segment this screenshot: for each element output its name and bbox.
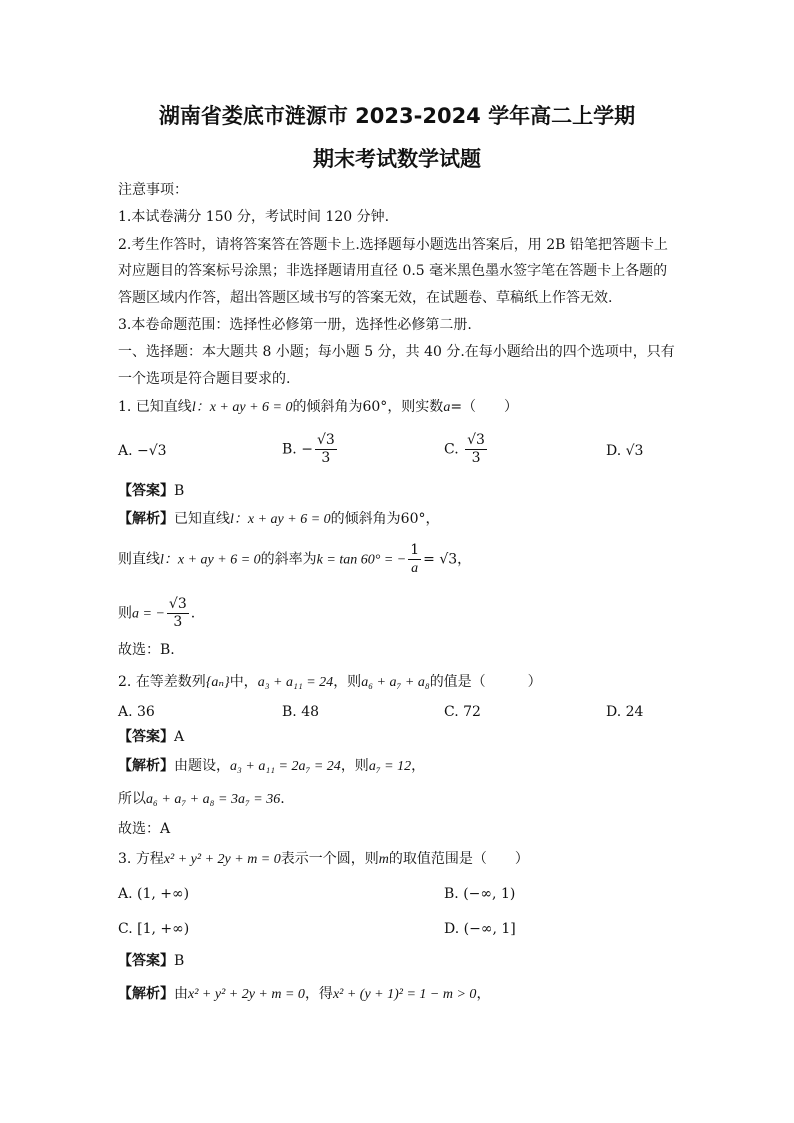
answer-tag: 【答案】 [118, 729, 174, 745]
expl-text: ， [425, 511, 440, 527]
expl-text: 的倾斜角为 [330, 511, 401, 527]
option-label: A. [118, 443, 133, 459]
stem-text: ，则 [333, 674, 362, 690]
option-label: B. [282, 441, 297, 458]
math-expression: a₃ + a₁₁ = 24 [257, 675, 334, 690]
explanation-2-line-1 [118, 757, 425, 776]
math-expression: a₃ + a₁₁ = 2a₇ = 24 [230, 759, 341, 774]
stem-text: ，则实数 [387, 399, 444, 415]
math-expression: a₆ + a₇ + a₈ [361, 675, 430, 690]
answer-value: B [174, 483, 185, 499]
section-heading-line-1: 一、选择题：本大题共 8 小题；每小题 5 分，共 40 分.在每小题给出的四个选项中，只有 [118, 344, 675, 360]
stem-text: 表示一个圆，则 [280, 851, 379, 867]
answer-value: B [174, 953, 185, 969]
answer-tag: 【答案】 [118, 483, 174, 499]
math-variable: m [378, 852, 389, 867]
choice-2: 故选：A [118, 821, 171, 837]
option-a: A. 36 [118, 704, 155, 720]
expl-text: . [280, 791, 285, 807]
stem-text: 的倾斜角为 [292, 399, 363, 415]
expl-text: 由 [174, 986, 188, 1002]
explanation-1-line-1 [118, 510, 440, 529]
math-expression: x² + y² + 2y + m = 0 [163, 852, 281, 867]
option-c [444, 432, 489, 467]
expl-text: ， [476, 986, 491, 1002]
question-2-stem [118, 673, 542, 692]
section-heading-line-2: 一个选项是符合题目要求的. [118, 371, 291, 387]
explanation-1-line-2 [118, 542, 471, 577]
explanation-tag: 【解析】 [118, 758, 174, 774]
option-b: B. (−∞, 1) [444, 886, 516, 902]
question-number: 2. [118, 674, 132, 690]
expl-text: ，得 [304, 986, 333, 1002]
fraction-denominator: 3 [471, 450, 481, 466]
option-value: −√3 [137, 443, 167, 459]
note-1: 1.本试卷满分 150 分，考试时间 120 分钟. [118, 209, 390, 225]
stem-text: 在等差数列 [135, 674, 206, 690]
expl-text: ，则 [340, 758, 369, 774]
option-sign: − [301, 441, 313, 458]
explanation-2-line-2 [118, 790, 285, 809]
stem-text: 的取值范围是（ ） [388, 851, 529, 867]
math-expression: k = tan 60° = − [316, 552, 407, 568]
choice-1: 故选：B. [118, 642, 175, 658]
answer-3 [118, 952, 184, 970]
note-2-line-3: 答题区域内作答，超出答题区域书写的答案无效，在试题卷、草稿纸上作答无效. [118, 290, 613, 306]
expl-text: 则 [118, 605, 132, 622]
math-variable: a [443, 400, 451, 415]
question-1-stem [118, 398, 518, 417]
title-line-2: 期末考试数学试题 [313, 147, 481, 171]
option-d: D. 24 [606, 704, 644, 720]
title-line-1: 湖南省娄底市涟源市 2023-2024 学年高二上学期 [158, 104, 636, 128]
option-b: B. 48 [282, 704, 320, 720]
option-d: D. (−∞, 1] [444, 921, 516, 937]
explanation-tag: 【解析】 [118, 511, 174, 527]
fraction-numerator: √3 [316, 432, 335, 448]
math-expression: 60° [362, 399, 388, 415]
math-expression: 60° [400, 511, 426, 527]
math-expression: l：x + ay + 6 = 0 [230, 512, 331, 527]
question-number: 3. [118, 851, 132, 867]
answer-1 [118, 482, 184, 500]
note-2-line-2: 对应题目的答案标号涂黑；非选择题请用直径 0.5 毫米黑色墨水签字笔在答题卡上各题的 [118, 263, 668, 279]
math-expression: = √3 [423, 551, 458, 568]
notes-heading: 注意事项： [118, 182, 188, 198]
stem-text: 的值是（ ） [429, 674, 542, 690]
expl-text: 的斜率为 [260, 551, 317, 568]
fraction [408, 542, 421, 577]
option-c: C. [1, +∞) [118, 921, 190, 937]
answer-value: A [174, 729, 185, 745]
option-value: √3 [625, 443, 644, 459]
fraction-numerator: 1 [410, 542, 420, 558]
option-d [606, 442, 643, 460]
expl-text: . [190, 605, 196, 622]
stem-text: 中， [229, 674, 258, 690]
fraction [315, 432, 337, 467]
fraction [167, 596, 189, 631]
expl-text: 已知直线 [174, 511, 230, 527]
note-2-line-1: 2.考生作答时，请将答案答在答题卡上.选择题每小题选出答案后，用 2B 铅笔把答题卡上 [118, 237, 668, 253]
explanation-1-line-3 [118, 596, 195, 631]
explanation-3-line-1 [118, 985, 490, 1004]
option-a: A. (1, +∞) [118, 886, 190, 902]
note-3: 3.本卷命题范围：选择性必修第一册，选择性必修第二册. [118, 317, 472, 333]
fraction-denominator: 3 [321, 450, 331, 466]
expl-text: ， [457, 551, 472, 568]
expl-text: 由题设， [174, 758, 230, 774]
fraction-numerator: √3 [467, 432, 485, 448]
expl-text: ， [411, 758, 426, 774]
math-expression: a₇ = 12 [368, 759, 412, 774]
stem-text: 方程 [135, 851, 164, 867]
answer-tag: 【答案】 [118, 953, 174, 969]
math-expression: x² + y² + 2y + m = 0 [188, 987, 305, 1002]
option-b [282, 432, 339, 467]
expl-text: 则直线 [118, 551, 160, 568]
fraction-denominator: 3 [173, 614, 183, 630]
option-label: D. [606, 443, 622, 459]
math-expression: x² + (y + 1)² = 1 − m > 0 [332, 987, 477, 1002]
question-number: 1. [118, 399, 132, 415]
math-expression: a = − [132, 606, 165, 622]
math-expression: l：x + ay + 6 = 0 [191, 400, 293, 415]
math-expression: l：x + ay + 6 = 0 [160, 552, 261, 568]
math-expression: {aₙ} [205, 675, 230, 690]
expl-text: 所以 [118, 791, 146, 807]
question-3-stem [118, 850, 529, 869]
math-expression: a₆ + a₇ + a₈ = 3a₇ = 36 [146, 792, 281, 807]
fraction-denominator: a [411, 561, 419, 576]
stem-text: =（ ） [450, 399, 519, 415]
answer-2 [118, 728, 184, 746]
explanation-tag: 【解析】 [118, 986, 174, 1002]
option-label: C. [444, 441, 459, 458]
stem-text: 已知直线 [135, 399, 192, 415]
fraction [465, 432, 487, 467]
option-c: C. 72 [444, 704, 481, 720]
option-a [118, 442, 167, 460]
fraction-numerator: √3 [168, 596, 187, 612]
